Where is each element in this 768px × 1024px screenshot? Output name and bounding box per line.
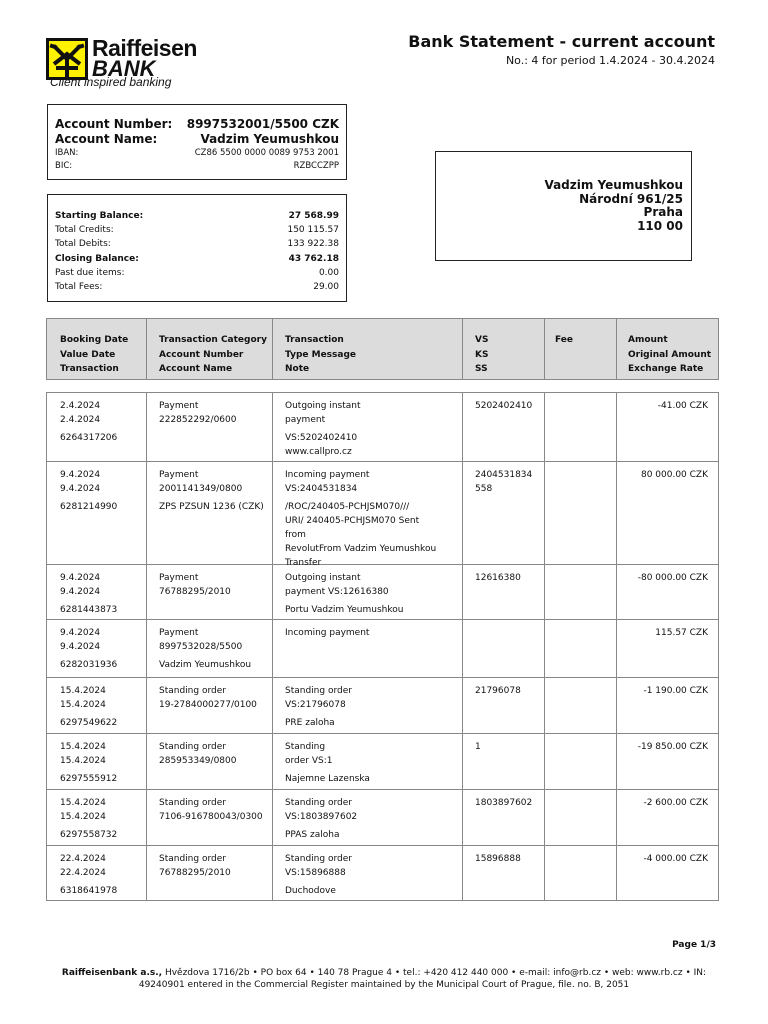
cell-line: 22.4.2024 [60, 868, 106, 878]
cell-line: 15.4.2024 [60, 700, 106, 710]
cell-line: VS:21796078 [285, 700, 346, 710]
cell-line: Portu Vadzim Yeumushkou [285, 605, 404, 615]
transaction-cell [285, 852, 352, 898]
table-row [47, 620, 718, 678]
cell-line: Standing order [159, 798, 226, 808]
cell-line: PRE zaloha [285, 718, 335, 728]
amount-cell: -1 190.00 CZK [643, 686, 708, 696]
cell-line: 6282031936 [60, 660, 118, 670]
cell-line: Standing order [159, 686, 226, 696]
transaction-cell [285, 468, 436, 570]
cell-line: 76788295/2010 [159, 587, 231, 597]
header-cell [628, 333, 711, 377]
header-cell [285, 333, 356, 377]
amount-cell: -80 000.00 CZK [637, 573, 708, 583]
cell-line: 21796078 [475, 686, 521, 696]
balance-row [55, 266, 339, 280]
cell-line: Standing order [159, 742, 226, 752]
cell-line: 6297555912 [60, 774, 118, 784]
symbols-cell [475, 796, 532, 810]
cell-line: Vadzim Yeumushkou [159, 660, 252, 670]
table-row [47, 565, 718, 620]
cell-line: 9.4.2024 [60, 628, 101, 638]
address-line: Národní 961/25 [579, 191, 683, 206]
cell-line: Standing order [285, 798, 352, 808]
cell-line: 558 [475, 484, 493, 494]
balance-value: 133 922.38 [287, 239, 339, 250]
transactions-table [46, 392, 719, 901]
transaction-cell [285, 626, 369, 640]
amount-cell: -19 850.00 CZK [637, 742, 708, 752]
cell-line: Standing order [285, 686, 352, 696]
dates-cell [60, 399, 117, 445]
cell-line: 5202402410 [475, 401, 533, 411]
cell-line: 9.4.2024 [60, 587, 101, 597]
cell-line: Standing [285, 742, 326, 752]
cell-line: 6297558732 [60, 830, 118, 840]
dates-cell [60, 571, 117, 617]
category-cell [159, 684, 257, 712]
cell-line: VS:5202402410 [285, 433, 358, 443]
balance-row [55, 209, 339, 223]
balance-value: 29.00 [313, 282, 339, 293]
symbols-cell [475, 684, 521, 698]
cell-line: 1803897602 [475, 798, 533, 808]
balance-value: 27 568.99 [288, 211, 339, 221]
table-row [47, 462, 718, 568]
cell-line: 6297549622 [60, 718, 118, 728]
dates-cell [60, 626, 117, 672]
bic-label: BIC: [55, 161, 73, 171]
address-line: Vadzim Yeumushkou [544, 178, 683, 192]
account-number: 8997532001/5500 CZK [186, 117, 339, 131]
bic-row [55, 160, 339, 173]
balance-summary-box [47, 194, 347, 302]
category-cell [159, 468, 264, 514]
document-title: Bank Statement - current account [408, 32, 715, 51]
column-divider [544, 319, 545, 379]
cell-line: Payment [159, 401, 199, 411]
balance-value: 0.00 [318, 267, 339, 278]
cell-line: 15896888 [475, 854, 521, 864]
table-row [47, 790, 718, 846]
cell-line: 6281214990 [60, 502, 118, 512]
cell-line: 12616380 [475, 573, 521, 583]
cell-line: 9.4.2024 [60, 573, 101, 583]
amount-cell: -2 600.00 CZK [643, 798, 708, 808]
cell-line: Incoming payment [285, 470, 370, 480]
cell-line: 6264317206 [60, 433, 118, 443]
footer-company: Raiffeisenbank a.s., [61, 968, 163, 978]
footer-line-1 [0, 968, 768, 978]
cell-line: 2.4.2024 [60, 401, 101, 411]
cell-line: Payment [159, 470, 199, 480]
cell-line: order VS:1 [285, 756, 333, 766]
bic-value: RZBCCZPP [293, 161, 339, 171]
account-number-label: Account Number: [55, 117, 173, 131]
column-divider [616, 319, 617, 379]
column-divider [462, 319, 463, 379]
amount-cell: 80 000.00 CZK [640, 470, 708, 480]
balance-label: Closing Balance: [55, 253, 139, 264]
cell-line: 6281443873 [60, 605, 118, 615]
page-number: Page 1/3 [672, 940, 716, 950]
balance-row [55, 252, 339, 266]
header-label: Exchange Rate [628, 364, 704, 374]
cell-line: 2404531834 [475, 470, 533, 480]
column-divider [272, 319, 273, 379]
cell-line: 15.4.2024 [60, 742, 106, 752]
cell-line: from [285, 530, 306, 540]
cell-line: 15.4.2024 [60, 686, 106, 696]
cell-line: Outgoing instant [285, 573, 361, 583]
cell-line: PPAS zaloha [285, 830, 340, 840]
header-label: Fee [555, 335, 573, 345]
address-box [435, 151, 692, 261]
transaction-cell [285, 796, 357, 842]
cell-line: 19-2784000277/0100 [159, 700, 257, 710]
cell-line: Duchodove [285, 886, 336, 896]
brand-slogan: Client inspired banking [50, 75, 172, 89]
balance-label: Past due items: [55, 267, 125, 278]
brand-name: Raiffeisen [92, 35, 197, 61]
cell-line: 222852292/0600 [159, 415, 237, 425]
iban-row [55, 147, 339, 160]
header-label: Note [285, 364, 310, 374]
cell-line: Incoming payment [285, 628, 370, 638]
table-row [47, 393, 718, 462]
category-cell [159, 399, 236, 427]
header-label: Account Name [159, 364, 233, 374]
cell-line: 15.4.2024 [60, 812, 106, 822]
header-label: Original Amount [628, 349, 712, 360]
balance-label: Total Fees: [55, 282, 103, 293]
cell-line: VS:15896888 [285, 868, 346, 878]
table-row [47, 846, 718, 900]
symbols-cell [475, 571, 521, 585]
transaction-cell [285, 684, 352, 730]
dates-cell [60, 852, 117, 898]
balance-label: Total Debits: [55, 239, 111, 250]
header-label: Value Date [60, 349, 116, 360]
cell-line: ZPS PZSUN 1236 (CZK) [159, 502, 264, 512]
header-label: VS [475, 335, 489, 345]
dates-cell [60, 796, 117, 842]
column-divider [146, 319, 147, 379]
dates-cell [60, 740, 117, 786]
account-name-label: Account Name: [55, 132, 158, 146]
cell-line: 9.4.2024 [60, 470, 101, 480]
cell-line: Payment [159, 573, 199, 583]
cell-line: /ROC/240405-PCHJSM070/// [285, 502, 410, 512]
header-cell [555, 333, 573, 348]
symbols-cell [475, 468, 532, 496]
cell-line: Outgoing instant [285, 401, 361, 411]
balance-label: Total Credits: [55, 225, 114, 236]
table-row [47, 678, 718, 734]
header-label: SS [475, 364, 488, 374]
cell-line: 9.4.2024 [60, 484, 101, 494]
cell-line: Standing order [159, 854, 226, 864]
category-cell [159, 852, 231, 880]
category-cell [159, 740, 236, 768]
dates-cell [60, 468, 117, 514]
cell-line: 285953349/0800 [159, 756, 237, 766]
header-label: Account Number [159, 349, 244, 360]
balance-row [55, 223, 339, 237]
account-name: Vadzim Yeumushkou [200, 132, 339, 146]
iban-value: CZ86 5500 0000 0089 9753 2001 [194, 148, 339, 158]
symbols-cell [475, 399, 532, 413]
header-label: Type Message [285, 349, 357, 360]
cell-line: 9.4.2024 [60, 642, 101, 652]
cell-line: Transfer [285, 558, 322, 568]
category-cell [159, 796, 263, 824]
cell-line: RevolutFrom Vadzim Yeumushkou [285, 544, 437, 554]
transaction-cell [285, 399, 361, 459]
header-label: Transaction Category [159, 335, 267, 345]
footer-line-2: 49240901 entered in the Commercial Register maintained by the Municipal Court of Prague, file. no. B, 2051 [138, 980, 630, 990]
amount-cell: 115.57 CZK [655, 628, 708, 638]
cell-line: 76788295/2010 [159, 868, 231, 878]
header-label: Amount [628, 335, 668, 345]
cell-line: Standing order [285, 854, 352, 864]
iban-label: IBAN: [55, 148, 79, 158]
cell-line: VS:2404531834 [285, 484, 358, 494]
dates-cell [60, 684, 117, 730]
cell-line: Payment [159, 628, 199, 638]
cell-line: 15.4.2024 [60, 798, 106, 808]
account-info-box [47, 104, 347, 180]
cell-line: payment VS:12616380 [285, 587, 389, 597]
category-cell [159, 571, 231, 599]
raiffeisen-logo-icon [46, 38, 88, 80]
cell-line: 15.4.2024 [60, 756, 106, 766]
footer-contact: Hvězdova 1716/2b • PO box 64 • 140 78 Prague 4 • tel.: +420 412 440 000 • e-mail: info@rb.cz • web: www.rb.cz • IN: [162, 968, 707, 978]
statement-period: No.: 4 for period 1.4.2024 - 30.4.2024 [505, 54, 715, 67]
balance-row [55, 237, 339, 251]
cell-line: 7106-916780043/0300 [159, 812, 263, 822]
address-line: Praha [643, 205, 683, 219]
header-cell [60, 333, 128, 377]
header-cell [159, 333, 267, 377]
cell-line: payment [285, 415, 326, 425]
header-label: KS [475, 349, 489, 360]
category-cell [159, 626, 251, 672]
account-number-row [55, 117, 339, 132]
transaction-cell [285, 740, 370, 786]
cell-line: 2001141349/0800 [159, 484, 243, 494]
symbols-cell [475, 852, 521, 866]
balance-value: 150 115.57 [287, 225, 339, 236]
header-label: Transaction [60, 364, 119, 374]
header-label: Booking Date [60, 335, 129, 345]
symbols-cell [475, 740, 481, 754]
header-cell [475, 333, 488, 377]
address-line: 110 00 [637, 218, 683, 233]
transaction-cell [285, 571, 403, 617]
amount-cell: -4 000.00 CZK [643, 854, 708, 864]
cell-line: www.callpro.cz [285, 447, 352, 457]
cell-line: 1 [475, 742, 481, 752]
amount-cell: -41.00 CZK [657, 401, 708, 411]
balance-value: 43 762.18 [288, 253, 339, 264]
cell-line: 6318641978 [60, 886, 118, 896]
table-row [47, 734, 718, 790]
cell-line: URI/ 240405-PCHJSM070 Sent [285, 516, 420, 526]
brand-bank-wordmark: BANK [92, 56, 156, 81]
cell-line: 8997532028/5500 [159, 642, 243, 652]
cell-line: 22.4.2024 [60, 854, 106, 864]
header-label: Transaction [285, 335, 344, 345]
balance-label: Starting Balance: [55, 211, 144, 221]
balance-row [55, 280, 339, 294]
cell-line: VS:1803897602 [285, 812, 358, 822]
cell-line: Najemne Lazenska [285, 774, 370, 784]
account-name-row [55, 132, 339, 147]
transactions-table-header [46, 318, 719, 380]
cell-line: 2.4.2024 [60, 415, 101, 425]
